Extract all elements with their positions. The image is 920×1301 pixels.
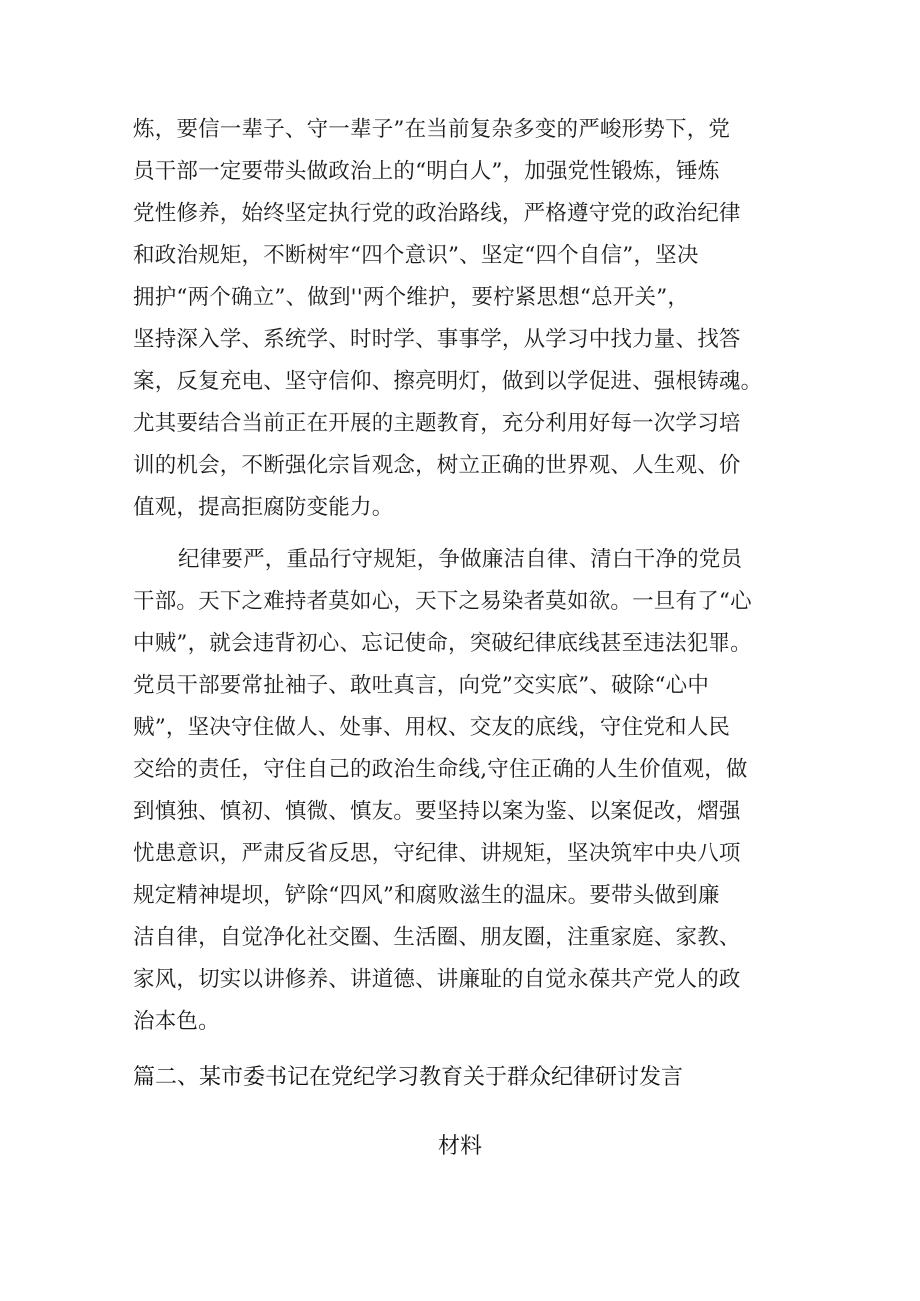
paragraph-line: 纪律要严，重品行守规矩，争做廉洁自律、清白干净的党员 xyxy=(178,547,743,572)
paragraph-line: 中贼”，就会违背初心、忘记使命，突破纪律底线甚至违法犯罪。 xyxy=(133,631,752,656)
paragraph-line: 和政治规矩，不断树牢“四个意识”、坚定“四个自信”，坚决 xyxy=(133,243,699,268)
paragraph-line: 员干部一定要带头做政治上的“明白人”，加强党性锻炼，锤炼 xyxy=(133,159,720,184)
paragraph-line: 干部。天下之难持者莫如心，天下之易染者莫如欲。一旦有了“心 xyxy=(133,589,752,614)
section-heading: 篇二、某市委书记在党纪学习教育关于群众纪律研讨发言 xyxy=(133,1065,684,1090)
paragraph-line: 炼，要信一辈子、守一辈子”在当前复杂多变的严峻形势下，党 xyxy=(133,117,731,142)
paragraph-line: 党员干部要常扯袖子、敢吐真言，向党”交实底”、破除“心中 xyxy=(133,673,710,698)
paragraph-line: 到慎独、慎初、慎微、慎友。要坚持以案为鉴、以案促改，熠强 xyxy=(133,799,741,824)
paragraph-line: 忧患意识，严肃反省反思，守纪律、讲规矩，坚决筑牢中央八项 xyxy=(133,841,741,866)
paragraph-line: 治本色。 xyxy=(133,1009,220,1034)
section-subheading: 材料 xyxy=(437,1134,482,1159)
paragraph-line: 家风，切实以讲修养、讲道德、讲廉耻的自觉永葆共产党人的政 xyxy=(133,967,741,992)
paragraph-line: 贼”，坚决守住做人、处事、用权、交友的底线，守住党和人民 xyxy=(133,715,731,740)
paragraph-line: 交给的责任，守住自己的政治生命线,守住正确的人生价值观，做 xyxy=(133,757,748,782)
paragraph-line: 党性修养，始终坚定执行党的政治路线，严格遵守党的政治纪律 xyxy=(133,201,741,226)
paragraph-line: 规定精神堤坝，铲除“四风”和腐败滋生的温床。要带头做到廉 xyxy=(133,883,720,908)
paragraph-line: 案，反复充电、坚守信仰、擦亮明灯，做到以学促进、强根铸魂。 xyxy=(133,369,763,394)
paragraph-line: 拥护“两个确立”、做到''两个维护，要柠紧思想“总开关”， xyxy=(133,285,690,310)
paragraph-line: 尤其要结合当前正在开展的主题教育，充分利用好每一次学习培 xyxy=(133,411,741,436)
paragraph-line: 训的机会，不断强化宗旨观念，树立正确的世界观、人生观、价 xyxy=(133,453,741,478)
paragraph-line: 值观，提高拒腐防变能力。 xyxy=(133,495,394,520)
paragraph-line: 洁自律，自觉净化社交圈、生活圈、朋友圈，注重家庭、家教、 xyxy=(133,925,741,950)
paragraph-line: 坚持深入学、系统学、时时学、事事学，从学习中找力量、找答 xyxy=(133,327,741,352)
